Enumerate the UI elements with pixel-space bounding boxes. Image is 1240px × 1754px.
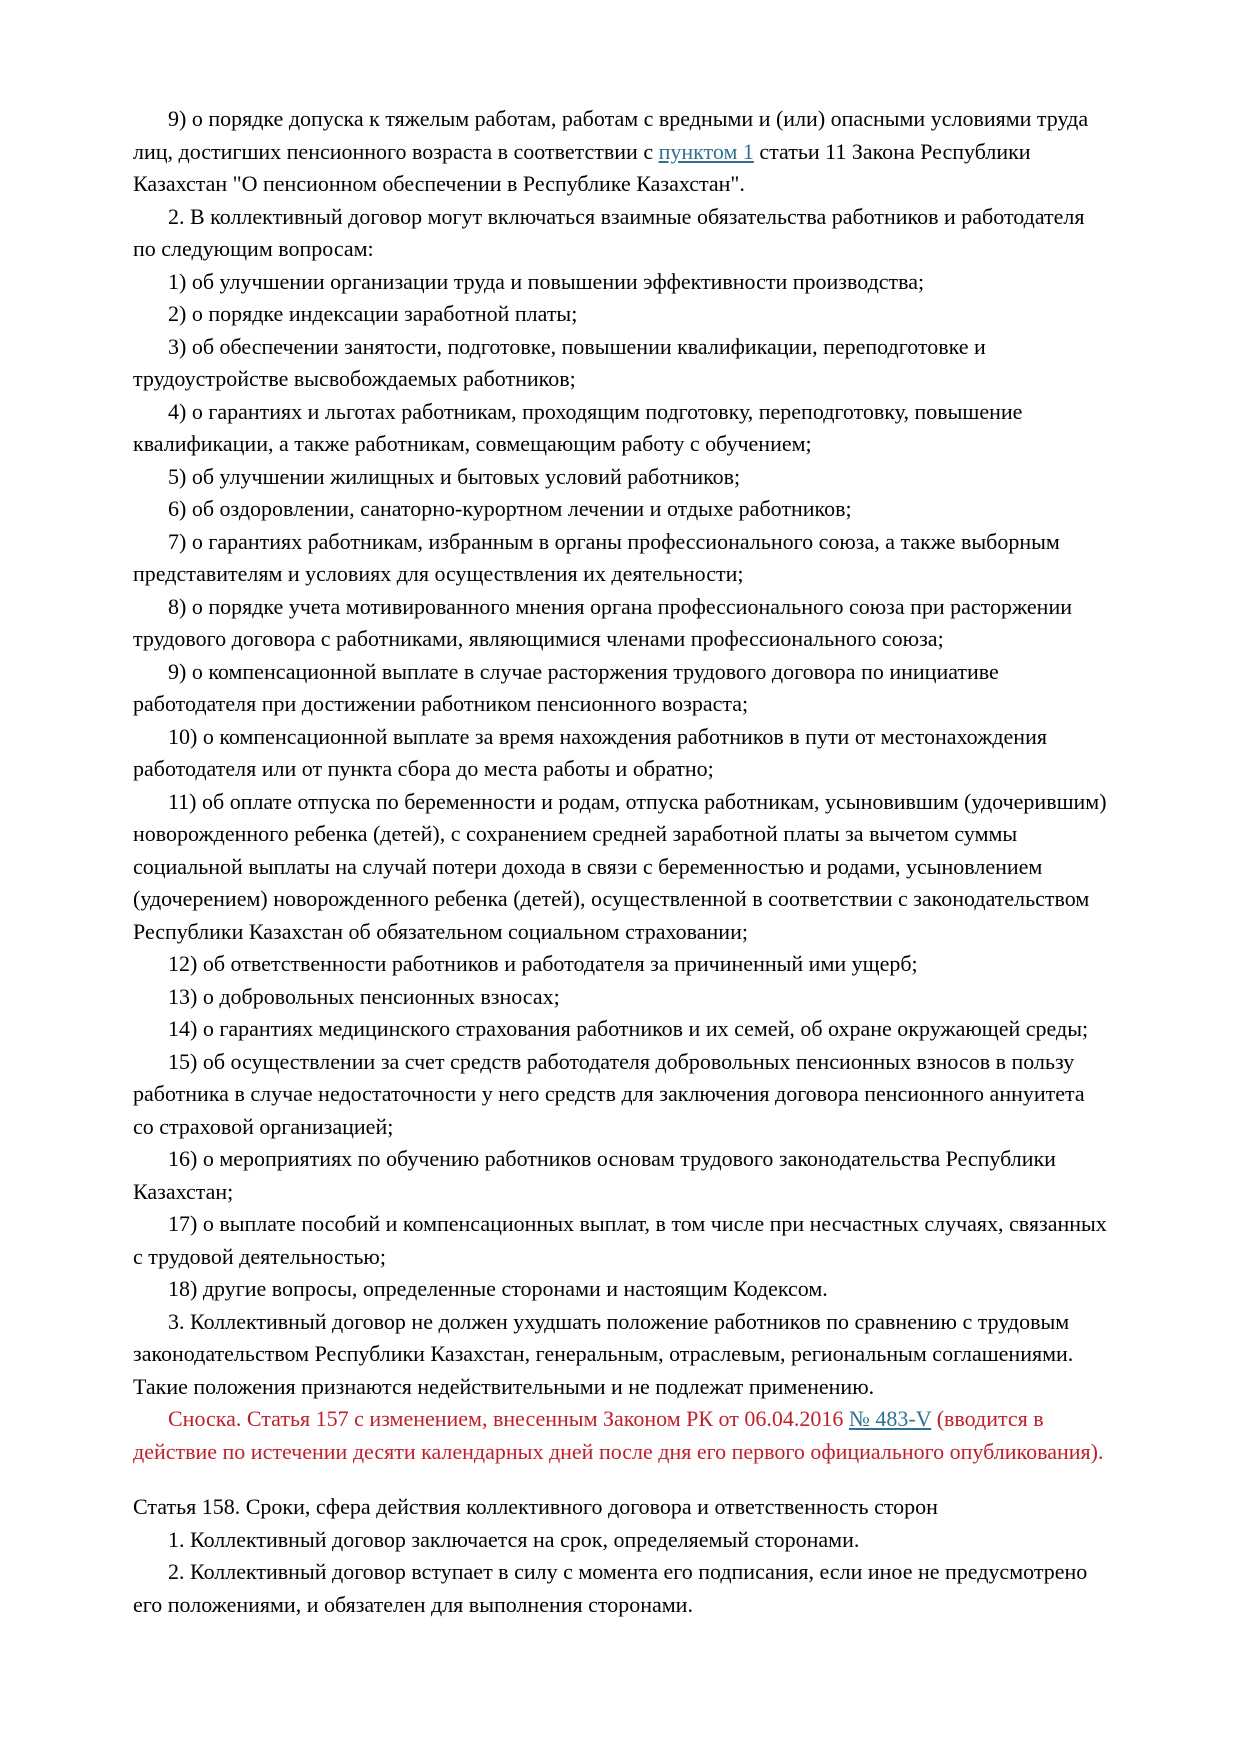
subitem-18: [133, 1273, 1108, 1306]
text-run: 2. Коллективный договор вступает в силу с момента его подписания, если иное не предусмотрено его положениями, и обязателен для выполнения сторонами.: [133, 1559, 1088, 1617]
text-run: 3) об обеспечении занятости, подготовке, повышении квалификации, переподготовке и трудоустройстве высвобождаемых работников;: [133, 333, 986, 391]
text-run: 11) об оплате отпуска по беременности и родам, отпуска работникам, усыновившим (удочерившим) новорожденного ребенка (детей), с сохранением средней заработной платы за вычетом суммы социальной выплаты на случай потери дохода в связи с беременностью и родами, усыновлением (удочерением) новорожденного ребенка (детей), осуществленной в соответствии с законодательством Республики Казахстан об обязательном социальном страховании;: [133, 788, 1107, 944]
text-run: 9) о компенсационной выплате в случае расторжения трудового договора по инициативе работодателя при достижении работником пенсионного возраста;: [133, 658, 999, 716]
subitem-13: [133, 981, 1108, 1014]
link-483-V[interactable]: № 483-V: [848, 1406, 932, 1431]
subitem-8: [133, 591, 1108, 656]
text-run: 6) об оздоровлении, санаторно-курортном лечении и отдыхе работников;: [168, 496, 852, 521]
text-run: 12) об ответственности работников и работодателя за причиненный ими ущерб;: [168, 951, 918, 976]
text-run: 8) о порядке учета мотивированного мнения органа профессионального союза при расторжении трудового договора с работниками, являющимися членами профессионального союза;: [133, 593, 1072, 651]
text-run: 14) о гарантиях медицинского страхования работников и их семей, об охране окружающей среды;: [168, 1016, 1089, 1041]
subitem-16: [133, 1143, 1108, 1208]
point-2-intro: [133, 201, 1108, 266]
text-run: 1. Коллективный договор заключается на срок, определяемый сторонами.: [168, 1526, 860, 1552]
subitem-9: [133, 656, 1108, 721]
text-run: 15) об осуществлении за счет средств работодателя добровольных пенсионных взносов в пользу работника в случае недостаточности у него средств для заключения договора пенсионного аннуитета со страховой организацией;: [133, 1048, 1085, 1139]
subitem-15: [133, 1046, 1108, 1144]
subitem-1: [133, 266, 1108, 299]
subitem-2: [133, 298, 1108, 331]
text-run: 3. Коллективный договор не должен ухудшать положение работников по сравнению с трудовым законодательством Республики Казахстан, генеральным, отраслевым, региональным соглашениями. Такие положения признаются недействительными и не подлежат применению.: [133, 1308, 1074, 1399]
footnote-text-run: (вводится в действие по истечении десяти календарных дней после дня его первого официального опубликования).: [133, 1406, 1104, 1464]
text-run: 5) об улучшении жилищных и бытовых условий работников;: [168, 463, 741, 489]
subitem-10: [133, 721, 1108, 786]
text-run: 9) о порядке допуска к тяжелым работам, работам с вредными и (или) опасными условиями труда лиц, достигших пенсионного возраста в соответствии с: [133, 106, 1089, 164]
text-run: 2. В коллективный договор могут включаться взаимные обязательства работников и работодателя по следующим вопросам:: [133, 203, 1085, 261]
text-run: 4) о гарантиях и льготах работникам, проходящим подготовку, переподготовку, повышение квалификации, а также работникам, совмещающим работу с обучением;: [133, 398, 1023, 456]
subitem-11: [133, 786, 1108, 949]
subitem-12: [133, 948, 1108, 981]
text-run: Статья 158. Сроки, сфера действия коллективного договора и ответственность сторон: [133, 1494, 938, 1519]
footnote-article-157: [133, 1403, 1108, 1468]
text-run: статьи 11 Закона Республики Казахстан "О пенсионном обеспечении в Республике Казахстан".: [133, 138, 1031, 196]
text-run: 1) об улучшении организации труда и повышении эффективности производства;: [168, 268, 925, 294]
link-punkt-1[interactable]: пунктом 1: [658, 138, 754, 164]
point-3: [133, 1306, 1108, 1404]
article-158-point-1: [133, 1524, 1108, 1557]
text-run: 2) о порядке индексации заработной платы;: [168, 301, 578, 326]
text-run: 18) другие вопросы, определенные сторонами и настоящим Кодексом.: [168, 1276, 828, 1301]
text-run: 17) о выплате пособий и компенсационных выплат, в том числе при несчастных случаях, связанных с трудовой деятельностью;: [133, 1211, 1107, 1269]
subitem-5: [133, 461, 1108, 494]
document-content: [133, 103, 1108, 1621]
subitem-6: [133, 493, 1108, 526]
text-run: 7) о гарантиях работникам, избранным в органы профессионального союза, а также выборным представителям и условиях для осуществления их деятельности;: [133, 528, 1060, 586]
article-158-point-2: [133, 1556, 1108, 1621]
item-9-heavy-work: [133, 103, 1108, 201]
text-run: 13) о добровольных пенсионных взносах;: [168, 983, 560, 1009]
subitem-17: [133, 1208, 1108, 1273]
subitem-14: [133, 1013, 1108, 1046]
subitem-7: [133, 526, 1108, 591]
footnote-text-run: Сноска. Статья 157 с изменением, внесенным Законом РК от 06.04.2016: [168, 1406, 849, 1431]
article-158-heading: [133, 1491, 1108, 1524]
subitem-4: [133, 396, 1108, 461]
subitem-3: [133, 331, 1108, 396]
text-run: 16) о мероприятиях по обучению работников основам трудового законодательства Республики Казахстан;: [133, 1146, 1056, 1204]
text-run: 10) о компенсационной выплате за время нахождения работников в пути от местонахождения работодателя или от пункта сбора до места работы и обратно;: [133, 723, 1047, 781]
